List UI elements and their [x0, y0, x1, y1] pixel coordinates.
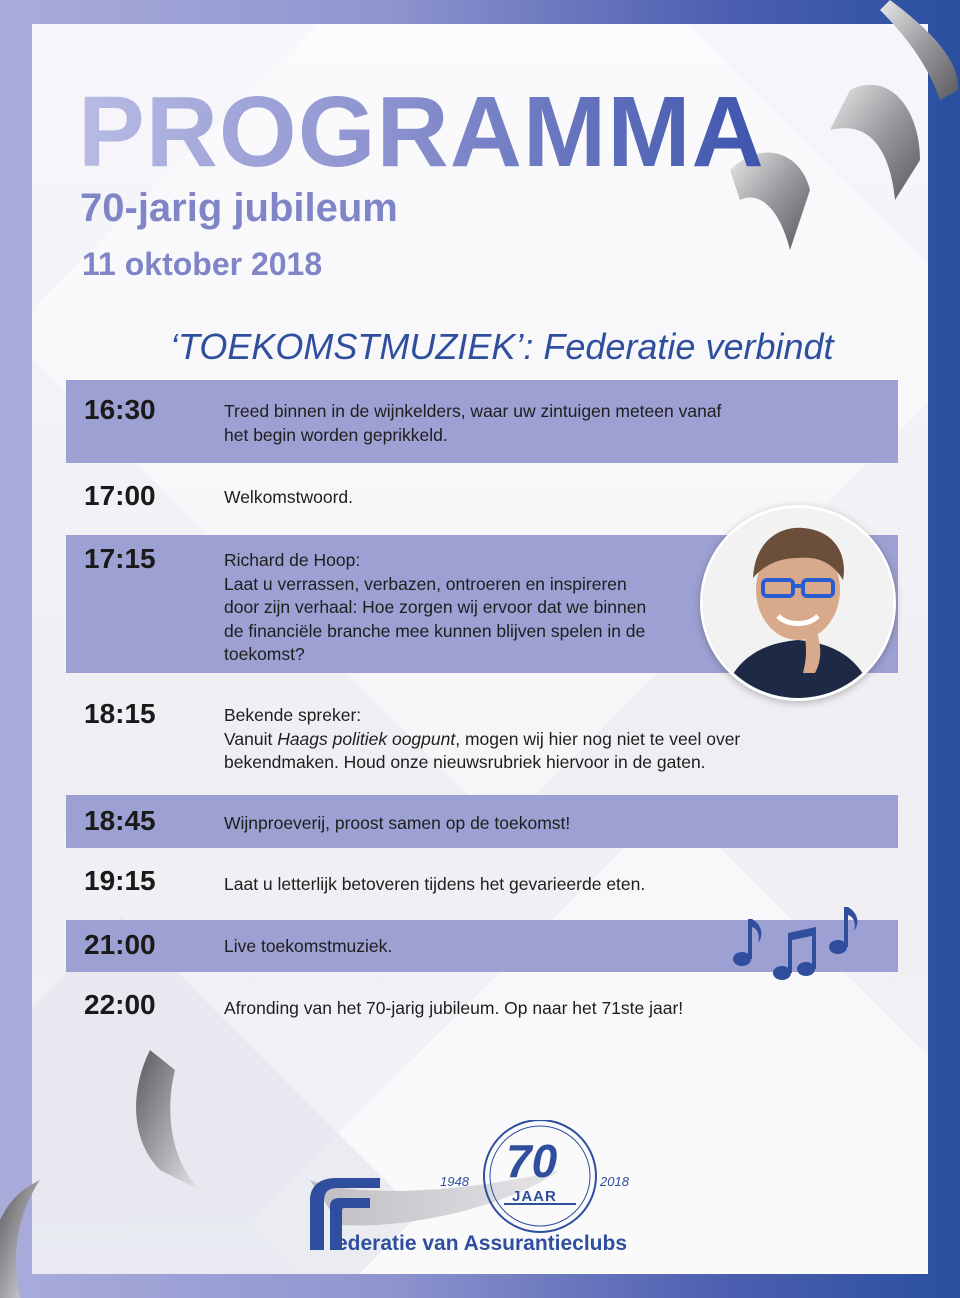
schedule-description	[224, 704, 824, 775]
schedule-description	[224, 486, 744, 510]
description-line: Treed binnen in de wijnkelders, waar uw zintuigen meteen vanaf	[224, 401, 722, 421]
description-line: Laat u verrassen, verbazen, ontroeren en inspireren	[224, 573, 627, 594]
schedule-description	[224, 400, 744, 447]
description-line: bekendmaken. Houd onze nieuwsrubriek hiervoor in de gaten.	[224, 752, 706, 772]
speaker-photo	[700, 505, 896, 701]
description-line: het begin worden geprikkeld.	[224, 424, 448, 445]
year-start: 1948	[440, 1174, 469, 1189]
description-line: Afronding van het 70-jarig jubileum. Op naar het 71ste jaar!	[224, 998, 684, 1018]
organization-name: ederatie van Assurantieclubs	[336, 1232, 628, 1255]
description-line: toekomst?	[224, 644, 305, 664]
event-subtitle: 70-jarig jubileum	[80, 186, 398, 230]
description-emphasis: Haags politiek oogpunt	[277, 728, 456, 749]
schedule-time: 18:15	[84, 698, 156, 729]
event-date: 11 oktober 2018	[82, 246, 323, 282]
schedule-time: 16:30	[84, 394, 156, 425]
event-theme: ‘TOEKOMSTMUZIEK’: Federatie verbindt	[170, 326, 834, 367]
schedule-time: 17:00	[84, 480, 156, 511]
music-notes-icon	[726, 905, 866, 985]
description-line: Welkomstwoord.	[224, 487, 354, 507]
schedule-description	[224, 549, 744, 667]
schedule-time: 18:45	[84, 805, 156, 836]
year-end: 2018	[600, 1174, 629, 1189]
schedule-time: 22:00	[84, 989, 156, 1020]
schedule-time: 17:15	[84, 543, 156, 574]
schedule-description	[224, 935, 744, 959]
speaker-name: Richard de Hoop:	[224, 550, 361, 570]
description-line: Wijnproeverij, proost samen op de toekomst!	[224, 813, 571, 833]
silver-ribbon-bottom-left	[0, 1050, 220, 1298]
description-line: Laat u letterlijk betoveren tijdens het gevarieerde eten.	[224, 874, 646, 894]
anniversary-jaar: JAAR	[512, 1188, 557, 1205]
anniversary-number: 70	[506, 1135, 558, 1187]
description-text: Vanuit	[224, 728, 278, 749]
schedule-description	[224, 812, 824, 836]
description-line: Bekende spreker:	[224, 705, 362, 725]
speaker-portrait-icon	[703, 508, 893, 698]
schedule-row	[66, 380, 898, 463]
description-text: , mogen wij hier nog niet te veel over	[455, 728, 741, 749]
schedule-time: 21:00	[84, 929, 156, 960]
description-line: Live toekomstmuziek.	[224, 936, 393, 956]
description-line: door zijn verhaal: Hoe zorgen wij ervoor dat we binnen	[224, 597, 647, 617]
schedule-description	[224, 997, 844, 1021]
page-title: PROGRAMMA	[78, 76, 765, 188]
schedule-description	[224, 873, 824, 897]
schedule-time: 19:15	[84, 865, 156, 896]
description-line	[224, 728, 824, 752]
description-line: de financiële branche mee kunnen blijven spelen in de	[224, 620, 646, 641]
schedule-row	[66, 795, 898, 848]
